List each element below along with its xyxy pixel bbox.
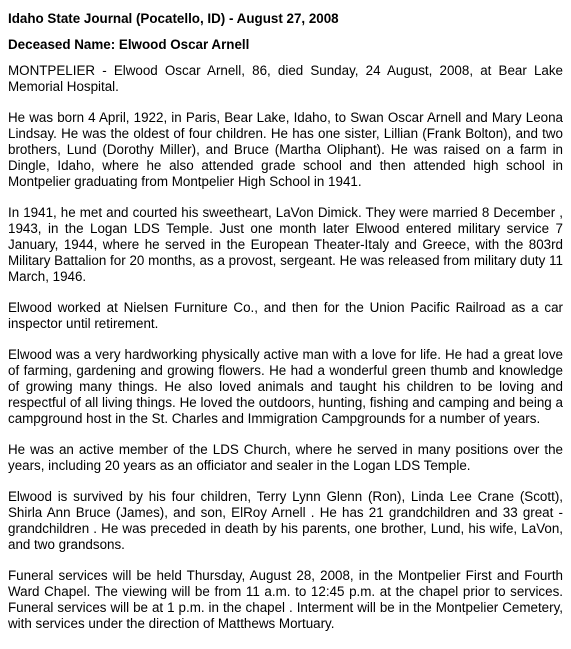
paragraph-church: He was an active member of the LDS Church, where he served in many positions over the years, including 20 years as an officiator and sealer in the Logan LDS Temple. [8, 442, 563, 473]
paragraph-career: Elwood worked at Nielsen Furniture Co., and then for the Union Pacific Railroad as a car inspector until retirement. [8, 300, 563, 331]
source-heading: Idaho State Journal (Pocatello, ID) - August 27, 2008 [8, 11, 339, 26]
paragraph-personality: Elwood was a very hardworking physically active man with a love for life. He had a great love of farming, gardening and growing flowers. He had a wonderful green thumb and knowledge of growing many things. He also loved animals and taught his children to be loving and respectful of all living things. He loved the outdoors, hunting, fishing and camping and being a campground host in the St. Charles and Immigration Campgrounds for a number of years. [8, 347, 563, 426]
paragraph-death-notice: MONTPELIER - Elwood Oscar Arnell, 86, died Sunday, 24 August, 2008, at Bear Lake Memorial Hospital. [8, 63, 563, 94]
paragraph-survivors: Elwood is survived by his four children, Terry Lynn Glenn (Ron), Linda Lee Crane (Scott), Shirla Ann Bruce (James), and son, ElRoy Arnell . He has 21 grandchildren and 33 great -grandchildren . He was preceded in death by his parents, one brother, Lund, his wife, LaVon, and two grandsons. [8, 489, 563, 552]
deceased-name-heading: Deceased Name: Elwood Oscar Arnell [8, 37, 250, 52]
paragraph-marriage-military: In 1941, he met and courted his sweetheart, LaVon Dimick. They were married 8 December , 1943, in the Logan LDS Temple. Just one month later Elwood entered military service 7 January, 1944, where he served in the European Theater-Italy and Greece, with the 803rd Military Battalion for 20 months, as a provost, sergeant. He was released from military duty 11 March, 1946. [8, 205, 563, 284]
paragraph-funeral: Funeral services will be held Thursday, August 28, 2008, in the Montpelier First and Fourth Ward Chapel. The viewing will be from 11 a.m. to 12:45 p.m. at the chapel prior to services. Funeral services will be at 1 p.m. in the chapel . Interment will be in the Montpelier Cemetery, with services under the direction of Matthews Mortuary. [8, 568, 563, 631]
paragraph-birth-family: He was born 4 April, 1922, in Paris, Bear Lake, Idaho, to Swan Oscar Arnell and Mary Leona Lindsay. He was the oldest of four children. He has one sister, Lillian (Frank Bolton), and two brothers, Lund (Dorothy Miller), and Bruce (Martha Oliphant). He was raised on a farm in Dingle, Idaho, where he also attended grade school and then attended high school in Montpelier graduating from Montpelier High School in 1941. [8, 110, 563, 189]
